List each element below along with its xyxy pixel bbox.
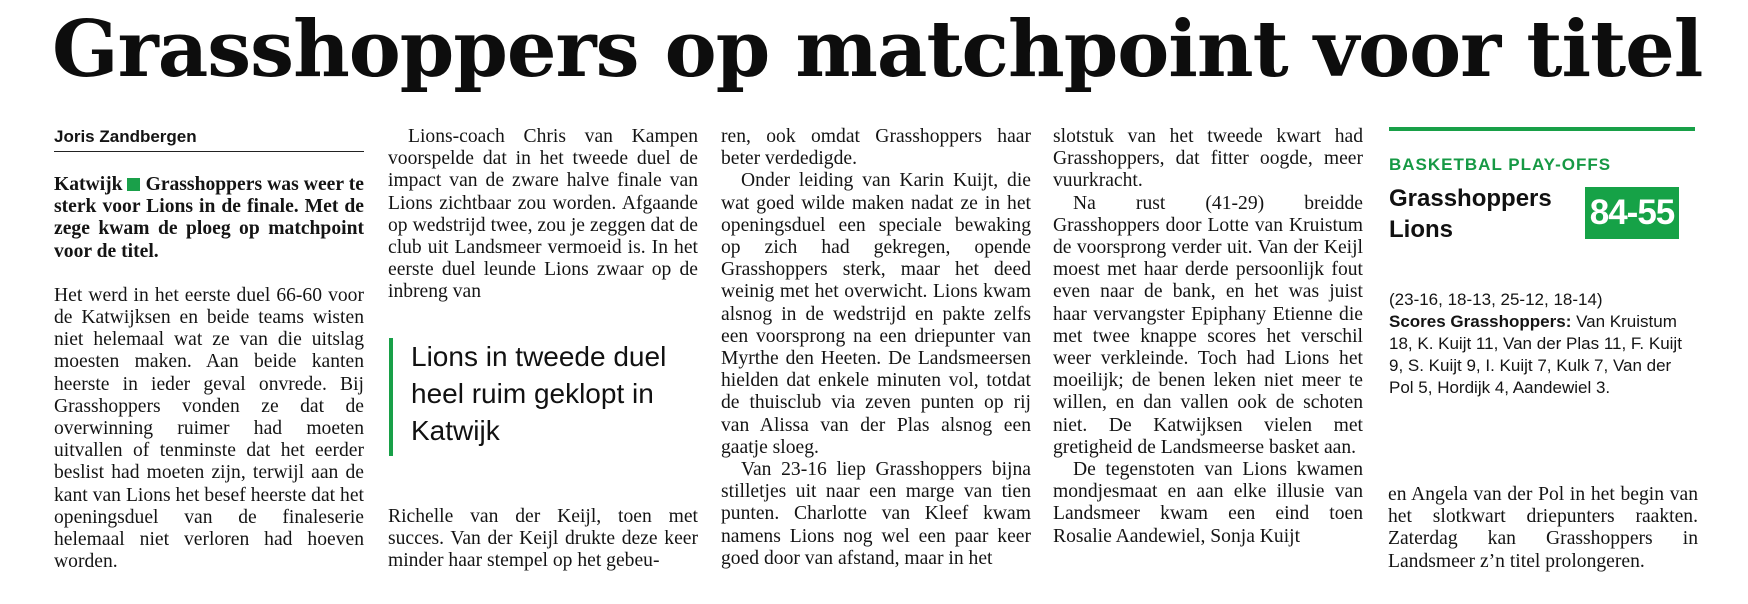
body-paragraph: slotstuk van het tweede kwart had Grasshoppers, dat fitter oogde, meer vuurkracht. <box>1053 126 1363 192</box>
body-paragraph: Het werd in het eerste duel 66-60 voor de Katwijksen en beide teams wisten niet helemaal wat ze van die uitslag moesten maken. Aan beide kanten heerste in ieder geval onvrede. Bij Grasshoppers vonden ze dat de overwinning ruimer had moeten uitvallen of tenminste dat het eerder beslist had moeten zijn, terwijl aan de kant van Lions het besef heerste dat het openingsduel van de finaleserie helemaal niet verloren had hoeven worden. <box>54 284 364 573</box>
byline: Joris Zandbergen <box>54 126 364 152</box>
quarter-scores: (23-16, 18-13, 25-12, 18-14) <box>1389 290 1603 309</box>
column-5 <box>1388 484 1698 573</box>
body-paragraph: De tegenstoten van Lions kwamen mondjesmaat en aan elke illusie van Landsmeer kwam een eind toen Rosalie Aandewiel, Sonja Kuijt <box>1053 459 1363 547</box>
lead-paragraph <box>54 174 364 263</box>
score-box-kicker: BASKETBAL PLAY-OFFS <box>1389 155 1612 174</box>
body-paragraph: Lions-coach Chris van Kampen voorspelde dat in het tweede duel de impact van de zware halve finale van Lions zichtbaar zou worden. Afgaande op wedstrijd twee, zou je zeggen dat de club uit Landsmeer vermoeid is. In het eerste duel leunde Lions zwaar op de inbreng van <box>388 126 698 303</box>
headline: Grasshoppers op matchpoint voor titel <box>52 4 1703 95</box>
team-away: Lions <box>1389 216 1453 243</box>
body-paragraph: ren, ook omdat Grasshoppers haar beter verdedigde. <box>721 126 1031 170</box>
team-home: Grasshoppers <box>1389 185 1552 212</box>
body-paragraph: en Angela van der Pol in het begin van het slotkwart driepunters raakten. Zaterdag kan Grasshoppers in Landsmeer z’n titel prolongeren. <box>1388 484 1698 572</box>
dateline: Katwijk <box>54 174 123 195</box>
column-1 <box>54 126 364 573</box>
column-4 <box>1053 126 1363 548</box>
final-score: 84-55 <box>1585 187 1679 239</box>
scorers-list: Van Kruistum 18, K. Kuijt 11, Van der Plas 11, F. Kuijt 9, S. Kuijt 9, I. Kuijt 7, Kulk 7, Van der Pol 5, Hordijk 4, Aandewiel 3. <box>1389 312 1682 397</box>
score-box-teams <box>1389 183 1695 245</box>
score-box <box>1389 127 1695 399</box>
column-2-continued <box>388 506 698 573</box>
score-box-stats <box>1389 289 1695 399</box>
body-paragraph: Na rust (41-29) breidde Grasshoppers door Lotte van Kruistum de voorsprong verder uit. Van der Keijl moest met haar derde persoonlijk fout even naar de bank, en het was juist haar vervangster Epiphany Etienne die met twee knappe scores het verschil weer verkleinde. Toch had Lions het moeilijk; de benen leken niet meer te willen, en dan vallen ook de schoten niet. De Katwijksen vielen met gretigheid de Landsmeerse basket aan. <box>1053 192 1363 458</box>
scorers-label: Scores Grasshoppers: <box>1389 312 1572 331</box>
body-paragraph: Van 23-16 liep Grasshoppers bijna stilletjes uit naar een marge van tien punten. Charlotte van Kleef kwam namens Lions nog wel een paar keer goed door van afstand, maar in het <box>721 459 1031 569</box>
lead-text: Grasshoppers was weer te sterk voor Lions in de finale. Met de zege kwam de ploeg op matchpoint voor de titel. <box>54 174 364 262</box>
scorers <box>1389 311 1695 399</box>
column-2 <box>388 126 698 304</box>
column-3 <box>721 126 1031 570</box>
body-paragraph: Richelle van der Keijl, toen met succes. Van der Keijl drukte deze keer minder haar stempel op het gebeu- <box>388 506 698 572</box>
body-paragraph: Onder leiding van Karin Kuijt, die wat goed wilde maken nadat ze in het openingsduel een speciale bewaking op zich had gekregen, opende Grasshoppers sterk, maar het deed weinig met het overwicht. Lions kwam alsnog in de wedstrijd en pakte zelfs een voorsprong na een driepunter van Myrthe den Heeten. De Landsmeersen hielden dat enkele minuten vol, totdat de thuisclub via zeven punten op rij van Alissa van der Plas alsnog een gaatje sloeg. <box>721 170 1031 458</box>
pull-quote: Lions in tweede duel heel ruim geklopt in Katwijk <box>389 338 701 456</box>
green-square-icon <box>127 178 140 191</box>
